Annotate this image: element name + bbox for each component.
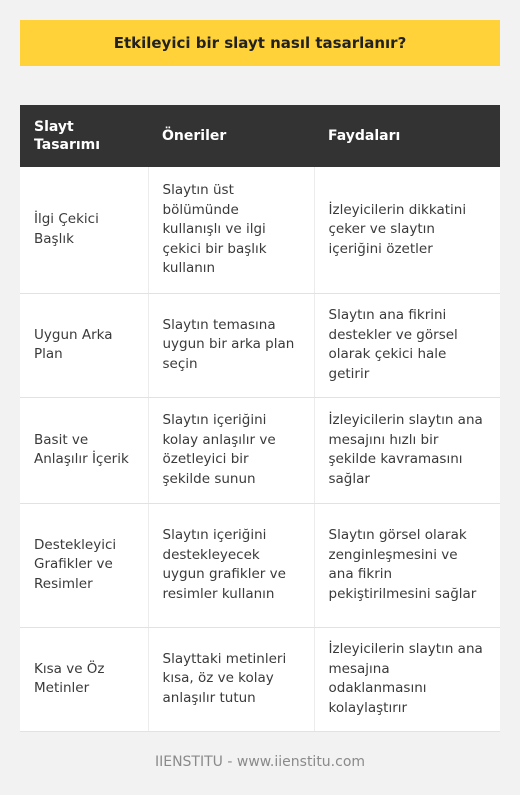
- row-topic-cell: Uygun Arka Plan: [20, 293, 148, 397]
- row-suggestion-cell: Slayttaki metinleri kısa, öz ve kolay anlaşılır tutun: [148, 627, 314, 731]
- row-benefit-cell: İzleyicilerin slaytın ana mesajını hızlı bir şekilde kavramasını sağlar: [314, 397, 500, 503]
- header-suggestions: Öneriler: [148, 105, 314, 167]
- table-row: [20, 397, 500, 503]
- row-suggestion-cell: Slaytın içeriğini destekleyecek uygun grafikler ve resimler kullanın: [148, 503, 314, 627]
- row-benefit-cell: İzleyicilerin dikkatini çeker ve slaytın içeriğini özetler: [314, 167, 500, 293]
- table-row: [20, 293, 500, 397]
- row-benefit-cell: İzleyicilerin slaytın ana mesajına odaklanmasını kolaylaştırır: [314, 627, 500, 731]
- table-row: [20, 503, 500, 627]
- row-suggestion-cell: Slaytın üst bölümünde kullanışlı ve ilgi çekici bir başlık kullanın: [148, 167, 314, 293]
- row-benefit-cell: Slaytın ana fikrini destekler ve görsel olarak çekici hale getirir: [314, 293, 500, 397]
- footer-credit: IIENSTITU - www.iienstitu.com: [154, 754, 366, 770]
- page-title: Etkileyici bir slayt nasıl tasarlanır?: [20, 20, 500, 66]
- row-topic-cell: Destekleyici Grafikler ve Resimler: [20, 503, 148, 627]
- row-suggestion-cell: Slaytın içeriğini kolay anlaşılır ve özetleyici bir şekilde sunun: [148, 397, 314, 503]
- row-topic-cell: Basit ve Anlaşılır İçerik: [20, 397, 148, 503]
- row-benefit-cell: Slaytın görsel olarak zenginleşmesini ve ana fikrin pekiştirilmesini sağlar: [314, 503, 500, 627]
- row-suggestion-cell: Slaytın temasına uygun bir arka plan seçin: [148, 293, 314, 397]
- comparison-table-container: [20, 105, 500, 732]
- header-slide-design: Slayt Tasarımı: [20, 105, 148, 167]
- row-topic-cell: Kısa ve Öz Metinler: [20, 627, 148, 731]
- header-benefits: Faydaları: [314, 105, 500, 167]
- comparison-table: [20, 105, 500, 732]
- table-row: [20, 167, 500, 293]
- row-topic-cell: İlgi Çekici Başlık: [20, 167, 148, 293]
- table-header-row: [20, 105, 500, 167]
- table-row: [20, 627, 500, 731]
